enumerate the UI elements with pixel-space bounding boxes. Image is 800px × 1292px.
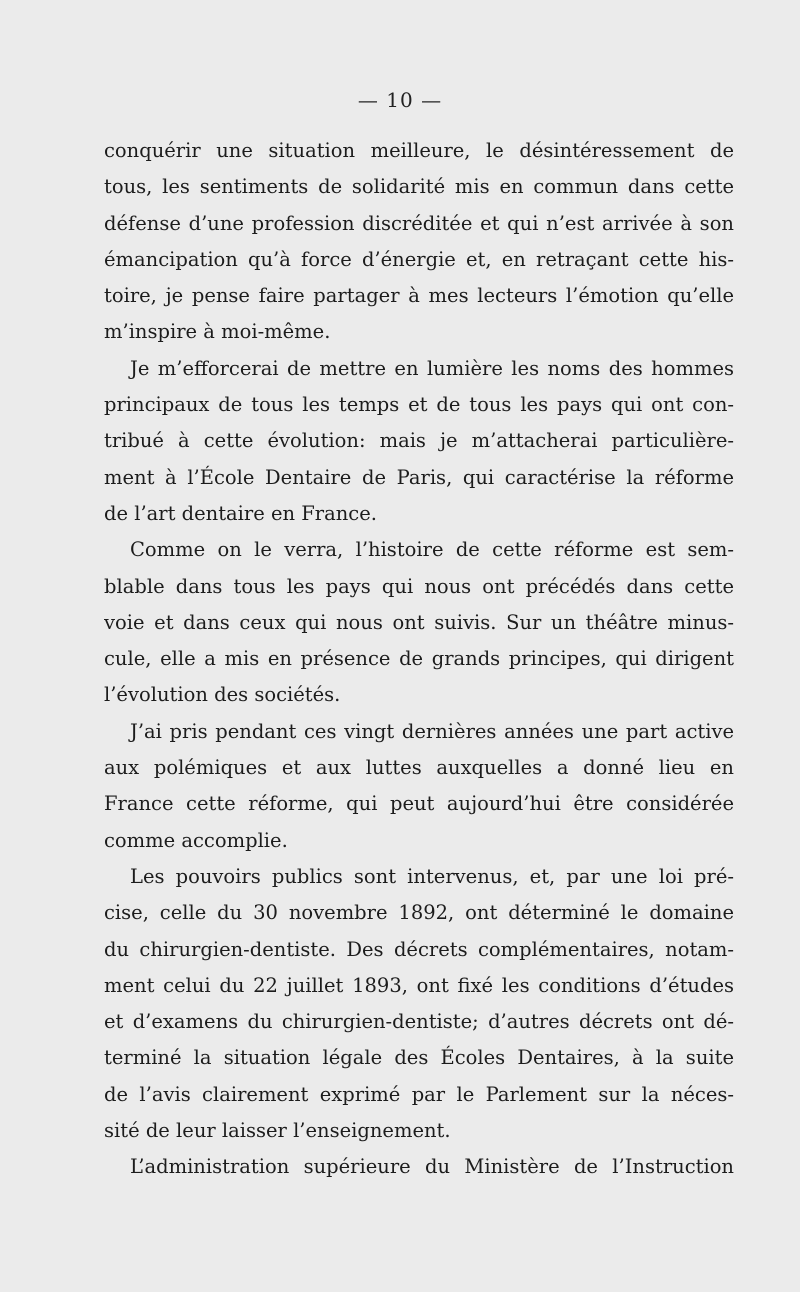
paragraph-3 <box>104 532 734 713</box>
paragraph-2 <box>104 351 734 532</box>
text-line: terminé la situation légale des Écoles Dentaires, à la suite <box>104 1046 734 1070</box>
text-line: L’administration supérieure du Ministère de l’Instruction <box>130 1155 734 1179</box>
text-line: du chirurgien-dentiste. Des décrets complémentaires, notam- <box>104 937 734 961</box>
text-line: Comme on le verra, l’histoire de cette réforme est sem- <box>130 538 734 562</box>
text-line: ment à l’École Dentaire de Paris, qui caractérise la réforme <box>104 465 734 489</box>
text-line: de l’avis clairement exprimé par le Parlement sur la néces- <box>104 1082 734 1106</box>
text-line: cule, elle a mis en présence de grands principes, qui dirigent <box>104 647 734 671</box>
text-line: principaux de tous les temps et de tous les pays qui ont con- <box>104 393 734 417</box>
paragraph-5 <box>104 859 734 1149</box>
text-line: voie et dans ceux qui nous ont suivis. Sur un théâtre minus- <box>104 610 734 634</box>
text-line: défense d’une profession discréditée et qui n’est arrivée à son <box>104 211 734 235</box>
text-line: toire, je pense faire partager à mes lecteurs l’émotion qu’elle <box>104 284 734 308</box>
text-line: m’inspire à moi-même. <box>104 320 331 344</box>
page-number: — 10 — <box>357 88 443 112</box>
text-line: cise, celle du 30 novembre 1892, ont déterminé le domaine <box>104 901 734 925</box>
text-line: conquérir une situation meilleure, le désintéressement de <box>104 139 734 162</box>
text-line: tribué à cette évolution: mais je m’attacherai particulière- <box>104 429 734 453</box>
text-line: et d’examens du chirurgien-dentiste; d’autres décrets ont dé- <box>104 1010 734 1034</box>
paragraph-1 <box>104 133 734 351</box>
text-line: aux polémiques et aux luttes auxquelles a donné lieu en <box>104 756 734 780</box>
text-line: blable dans tous les pays qui nous ont précédés dans cette <box>104 574 734 598</box>
text-line: l’évolution des sociétés. <box>104 683 341 707</box>
text-line: tous, les sentiments de solidarité mis en commun dans cette <box>104 175 734 199</box>
text-line: J’ai pris pendant ces vingt dernières années une part active <box>130 719 734 743</box>
text-line: sité de leur laisser l’enseignement. <box>104 1119 451 1143</box>
paragraph-4 <box>104 714 734 859</box>
paragraph-6 <box>104 1149 734 1185</box>
text-line: ment celui du 22 juillet 1893, ont fixé les conditions d’études <box>104 973 734 997</box>
text-line: Les pouvoirs publics sont intervenus, et, par une loi pré- <box>130 864 734 888</box>
text-line: France cette réforme, qui peut aujourd’hui être considérée <box>104 792 734 816</box>
text-line: Je m’efforcerai de mettre en lumière les noms des hommes <box>130 356 734 380</box>
body-text <box>104 133 734 1186</box>
text-line: de l’art dentaire en France. <box>104 501 377 525</box>
text-line: comme accomplie. <box>104 828 288 852</box>
text-line: émancipation qu’à force d’énergie et, en retraçant cette his- <box>104 247 734 271</box>
